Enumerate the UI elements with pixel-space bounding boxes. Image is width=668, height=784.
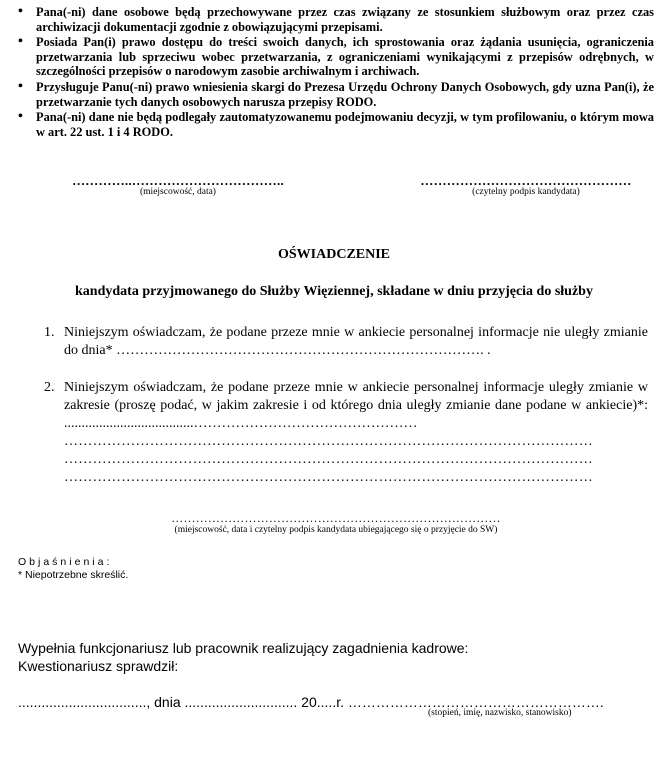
declaration-title: OŚWIADCZENIE — [277, 247, 391, 262]
item-fill-line[interactable]: ………………………………………………………………………………………………… — [64, 470, 594, 485]
hr-checked-label: Kwestionariusz sprawdził: — [18, 658, 179, 674]
signature-candidate-block — [408, 174, 644, 198]
item-number: 1. — [44, 325, 55, 340]
place-date-dotted-line[interactable]: …………..…………………………….. — [72, 173, 284, 188]
item-fill-line[interactable]: ………………………………………………………………………………………………… — [64, 434, 594, 449]
signature-place-date-block — [64, 174, 292, 198]
declaration-item-2 — [44, 379, 648, 487]
explanations-heading: Objaśnienia: — [18, 556, 113, 568]
explanations-note: * Niepotrzebne skreślić. — [18, 569, 129, 581]
bullet-no-profiling: • Pana(-ni) dane nie będą podlegały zautomatyzowanemu podejmowaniu decyzji, w tym profilowaniu, o którym mowa w art. 22 ust. 1 i 4 RODO. — [14, 110, 654, 139]
place-date-caption: (miejscowość, data) — [140, 187, 216, 197]
bullet-retention: • Pana(-ni) dane osobowe będą przechowywane przez czas związany ze stosunkiem służbowym oraz przez czas archiwizacji dokumentacji zgodnie z obowiązującymi przepisami. — [14, 5, 654, 34]
hr-section — [18, 639, 468, 675]
hr-date-signature-line[interactable]: ................................., dnia ............................. 20.....r. ………………………………………………. — [18, 694, 604, 710]
hr-signature-caption: (stopień, imię, nazwisko, stanowisko) — [428, 708, 572, 718]
item-number: 2. — [44, 380, 55, 395]
declaration-item-1 — [44, 324, 648, 360]
data-rights-bullet-list — [14, 5, 654, 139]
item-text: Niniejszym oświadczam, że podane przeze mnie w ankiecie personalnej informacje nie uległy zmianie do dnia* ……………………………………………………………………. . — [64, 325, 648, 358]
declaration-signature-caption: (miejscowość, data i czytelny podpis kandydata ubiegającego się o przyjęcie do SW) — [174, 525, 498, 535]
explanations-block — [18, 556, 128, 582]
item-text: Niniejszym oświadczam, że podane przeze mnie w ankiecie personalnej informacje uległy zmianie w zakresie (proszę podać, w jakim zakresie i od którego dnia uległy zmianie dane podane w ankiecie)*: .....................................………………………………………… — [64, 380, 648, 431]
item-fill-line[interactable]: ………………………………………………………………………………………………… — [64, 452, 594, 467]
declaration-subtitle: kandydata przyjmowanego do Służby Więziennej, składane w dniu przyjęcia do służby — [75, 284, 593, 299]
bullet-access-rights: • Posiada Pan(i) prawo dostępu do treści swoich danych, ich sprostowania oraz żądania usunięcia, ograniczenia przetwarzania lub sprzeciwu wobec przetwarzania, z ograniczeniami wynikającymi z przepisów odrębnych, w szczególności przepisów o narodowym zasobie archiwalnym i archiwach. — [14, 35, 654, 79]
declaration-signature-block — [128, 512, 544, 536]
hr-instruction: Wypełnia funkcjonariusz lub pracownik realizujący zagadnienia kadrowe: — [18, 640, 469, 656]
candidate-signature-dotted-line[interactable]: ………………………………………… — [420, 173, 632, 188]
declaration-signature-dotted-line[interactable]: ……………………………………………………………………… — [171, 511, 501, 525]
candidate-signature-caption: (czytelny podpis kandydata) — [472, 187, 580, 197]
bullet-complaint-right: • Przysługuje Panu(-ni) prawo wniesienia skargi do Prezesa Urzędu Ochrony Danych Osobowych, gdy uzna Pan(i), że przetwarzanie tych danych osobowych narusza przepisy RODO. — [14, 80, 654, 109]
